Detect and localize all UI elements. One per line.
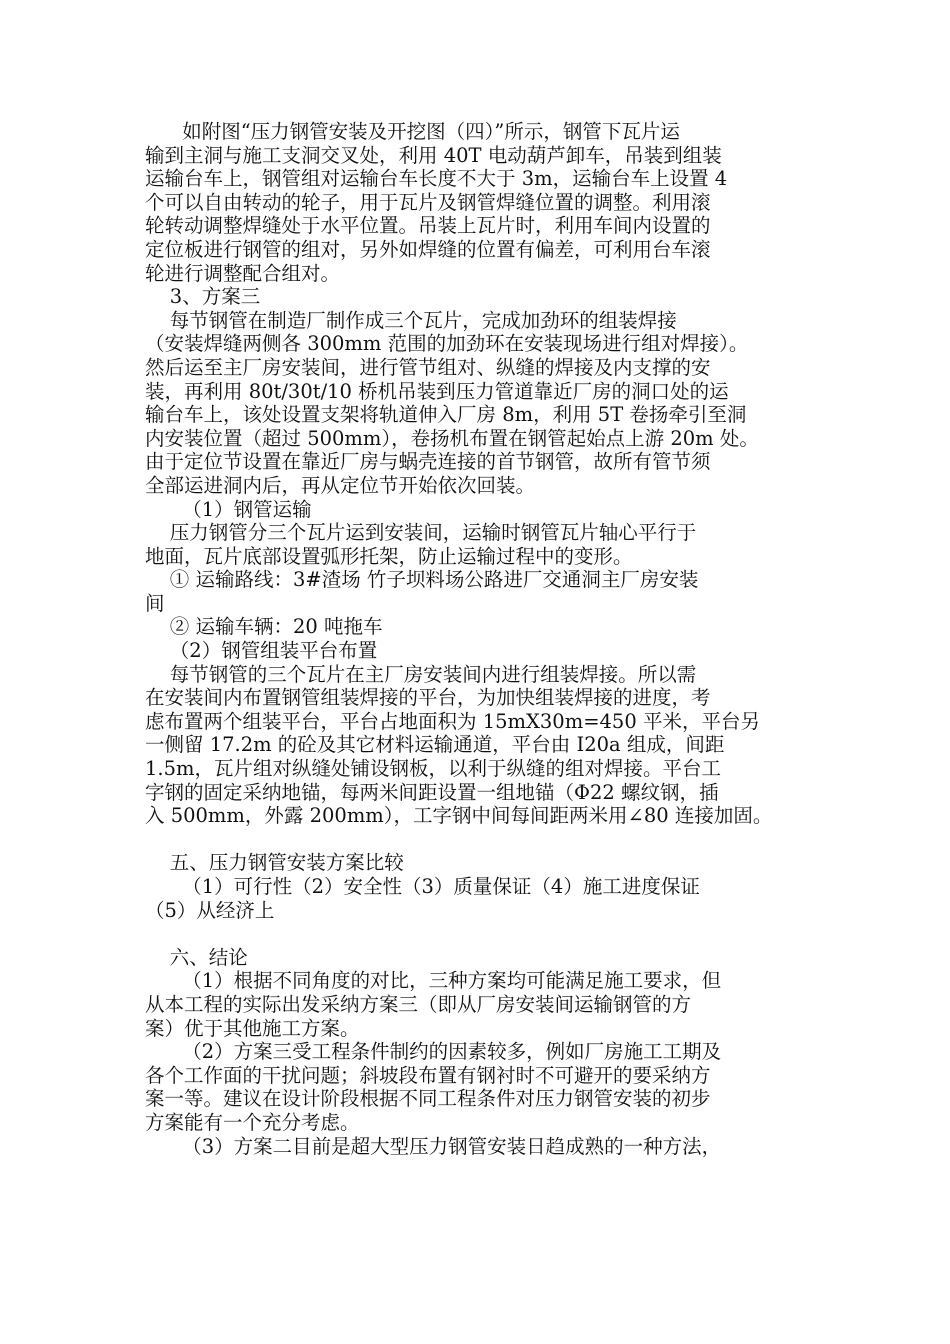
text-line: 压力钢管分三个瓦片运到安装间，运输时钢管瓦片轴心平行于 xyxy=(145,521,697,545)
text-line: （2）钢管组装平台布置 xyxy=(145,639,378,663)
text-line: （安装焊缝两侧各 300mm 范围的加劲环在安装现场进行组对焊接）。 xyxy=(145,332,749,356)
text-line: 一侧留 17.2m 的砼及其它材料运输通道，平台由 I20a 组成，间距 xyxy=(145,733,725,757)
text-line: （1）根据不同角度的对比，三种方案均可能满足施工要求，但 xyxy=(145,969,722,993)
text-line: 地面，瓦片底部设置弧形托架，防止运输过程中的变形。 xyxy=(145,544,633,568)
text-line: 每节钢管在制造厂制作成三个瓦片，完成加劲环的组装焊接 xyxy=(145,308,677,332)
text-line: 3、方案三 xyxy=(145,285,261,309)
text-line: 定位板进行钢管的组对，另外如焊缝的位置有偏差，可利用台车滚 xyxy=(145,237,711,261)
text-line: 在安装间内布置钢管组装焊接的平台，为加快组装焊接的进度，考 xyxy=(145,686,711,710)
text-line: ② 运输车辆：20 吨拖车 xyxy=(145,615,383,639)
text-line: 虑布置两个组装平台，平台占地面积为 15mX30m=450 平米，平台另 xyxy=(145,709,760,733)
text-line: 然后运至主厂房安装间，进行管节组对、纵缝的焊接及内支撑的安 xyxy=(145,355,711,379)
text-line: 由于定位节设置在靠近厂房与蜗壳连接的首节钢管，故所有管节须 xyxy=(145,450,711,474)
text-line: ① 运输路线：3#渣场 竹子坝料场公路进厂交通洞主厂房安装 xyxy=(145,568,699,592)
text-line: 内安装位置（超过 500mm），卷扬机布置在钢管起始点上游 20m 处。 xyxy=(145,426,759,450)
text-line: 字钢的固定采纳地锚，每两米间距设置一组地锚（Φ22 螺纹钢，插 xyxy=(145,780,719,804)
text-line: （1）可行性（2）安全性（3）质量保证（4）施工进度保证 xyxy=(145,875,700,898)
text-line: 五、压力钢管安装方案比较 xyxy=(145,851,404,875)
text-line: 案）优于其他施工方案。 xyxy=(145,1016,360,1040)
text-line: 全部运进洞内后，再从定位节开始依次回装。 xyxy=(145,473,536,497)
text-line: 六、结论 xyxy=(145,945,248,969)
text-line: 方案能有一个充分考虑。 xyxy=(145,1110,360,1134)
text-line: （3）方案二目前是超大型压力钢管安装日趋成熟的一种方法， xyxy=(145,1134,722,1158)
document-body xyxy=(145,120,805,1158)
text-line: （5）从经济上 xyxy=(145,898,275,922)
text-line: 间 xyxy=(145,591,165,615)
blank-line xyxy=(145,922,805,946)
text-line: 入 500mm，外露 200mm），工字钢中间每间距两米用∠80 连接加固。 xyxy=(145,804,773,828)
text-line: 如附图“压力钢管安装及开挖图（四）”所示，钢管下瓦片运 xyxy=(145,120,680,143)
text-line: 轮进行调整配合组对。 xyxy=(145,261,341,285)
text-line: 案一等。建议在设计阶段根据不同工程条件对压力钢管安装的初步 xyxy=(145,1087,711,1111)
text-line: 1.5m，瓦片组对纵缝处铺设钢板，以利于纵缝的组对焊接。平台工 xyxy=(145,757,722,781)
text-line: （2）方案三受工程条件制约的因素较多，例如厂房施工工期及 xyxy=(145,1040,722,1064)
blank-line xyxy=(145,828,805,852)
text-line: （1）钢管运输 xyxy=(145,497,312,521)
text-line: 输到主洞与施工支洞交叉处，利用 40T 电动葫芦卸车，吊装到组装 xyxy=(145,143,722,167)
text-line: 装，再利用 80t/30t/10 桥机吊装到压力管道靠近厂房的洞口处的运 xyxy=(145,379,729,403)
text-line: 运输台车上，钢管组对运输台车长度不大于 3m，运输台车上设置 4 xyxy=(145,167,728,191)
text-line: 输台车上，该处设置支架将轨道伸入厂房 8m，利用 5T 卷扬牵引至洞 xyxy=(145,403,747,427)
text-line: 每节钢管的三个瓦片在主厂房安装间内进行组装焊接。所以需 xyxy=(145,662,697,686)
text-line: 轮转动调整焊缝处于水平位置。吊装上瓦片时，利用车间内设置的 xyxy=(145,214,711,238)
text-line: 各个工作面的干扰问题；斜坡段布置有钢衬时不可避开的要采纳方 xyxy=(145,1063,711,1087)
text-line: 个可以自由转动的轮子，用于瓦片及钢管焊缝位置的调整。利用滚 xyxy=(145,190,711,214)
text-line: 从本工程的实际出发采纳方案三（即从厂房安装间运输钢管的方 xyxy=(145,992,692,1016)
